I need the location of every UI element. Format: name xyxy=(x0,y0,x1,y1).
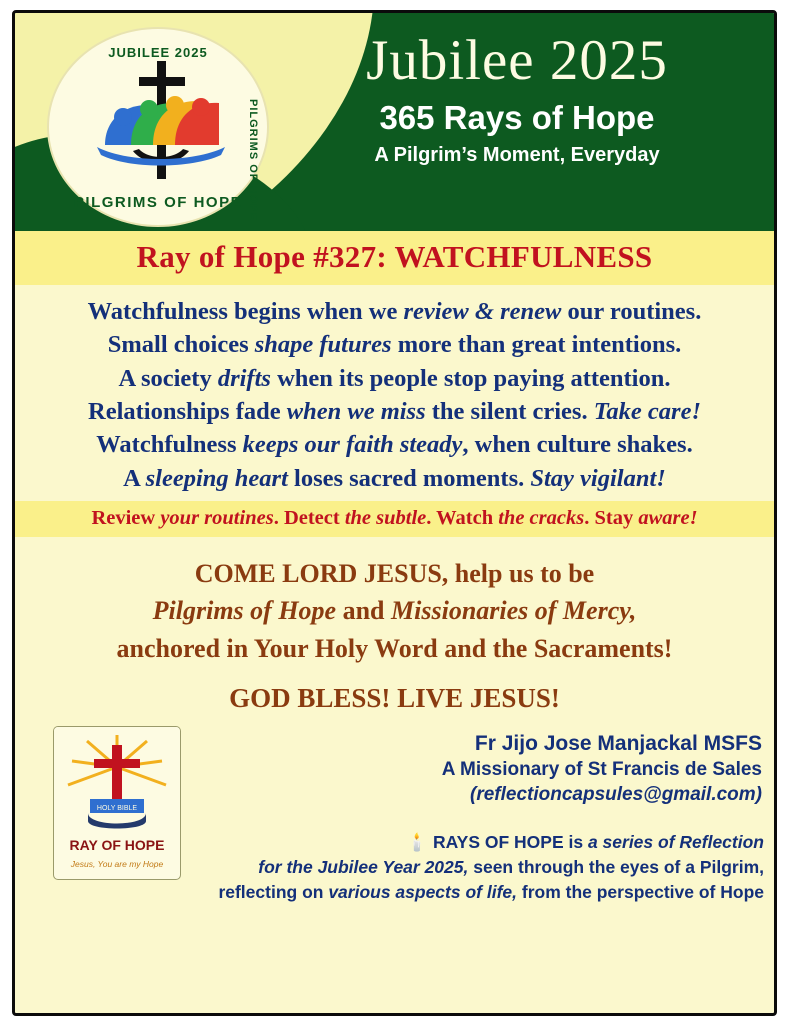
series-note xyxy=(164,830,764,905)
reflection-line-1: Watchfulness begins when we review & renew our routines. xyxy=(87,298,702,325)
author-role: A Missionary of St Francis de Sales xyxy=(441,759,762,781)
prayer-line-3: anchored in Your Holy Word and the Sacraments! xyxy=(116,633,673,663)
ray-of-hope-badge xyxy=(53,726,181,880)
reflection-lines xyxy=(15,285,774,501)
poster-footer xyxy=(15,722,774,922)
logo-side-text: PILGRIMS OF HOPE xyxy=(247,99,259,221)
reflection-line-2: Small choices shape futures more than great intentions. xyxy=(107,331,682,359)
header-subtitle: 365 Rays of Hope xyxy=(379,98,655,136)
action-call-bar: Review your routines. Detect the subtle. Watch the cracks. Stay aware! xyxy=(15,501,774,537)
prayer-block xyxy=(15,537,774,669)
logo-bottom-text: PILGRIMS OF HOPE xyxy=(73,194,243,211)
header-title-block xyxy=(282,31,752,167)
series-note-line-3: reflecting on various aspects of life, from the perspective of Hope xyxy=(218,881,764,902)
poster-card xyxy=(12,10,777,1016)
poster-header xyxy=(15,13,774,231)
reflection-line-3: A society drifts when its people stop paying attention. xyxy=(118,364,671,392)
blessing-text: GOD BLESS! LIVE JESUS! xyxy=(229,683,560,714)
reflection-line-5: Watchfulness keeps our faith steady, when culture shakes. xyxy=(96,431,693,459)
signature-block xyxy=(172,732,762,806)
pilgrims-of-hope-emblem-icon xyxy=(87,59,233,199)
page-title: Jubilee 2025 xyxy=(366,29,668,92)
reflection-line-4: Relationships fade when we miss the silent cries. Take care! xyxy=(88,397,701,425)
logo-top-text: JUBILEE 2025 xyxy=(108,45,208,60)
svg-text:HOLY BIBLE: HOLY BIBLE xyxy=(96,805,138,813)
jubilee-logo xyxy=(47,27,269,227)
ray-of-hope-emblem-icon xyxy=(54,727,180,847)
badge-label: RAY OF HOPE xyxy=(69,837,165,854)
prayer-line-1: COME LORD JESUS, help us to be xyxy=(194,558,595,588)
series-note-line-2: for the Jubilee Year 2025, seen through the eyes of a Pilgrim, xyxy=(258,857,764,878)
reflection-line-6: A sleeping heart loses sacred moments. Stay vigilant! xyxy=(123,464,666,492)
header-tagline: A Pilgrim’s Moment, Everyday xyxy=(374,143,660,166)
badge-subtext: Jesus, You are my Hope xyxy=(70,859,164,870)
prayer-line-2: Pilgrims of Hope and Missionaries of Mercy, xyxy=(152,596,637,626)
author-name: Fr Jijo Jose Manjackal MSFS xyxy=(474,732,762,756)
ray-of-hope-title: Ray of Hope #327: WATCHFULNESS xyxy=(15,231,774,285)
author-email[interactable]: (reflectioncapsules@gmail.com) xyxy=(470,784,762,806)
series-note-line-1: 🕯️ RAYS OF HOPE is a series of Reflection xyxy=(406,832,764,853)
